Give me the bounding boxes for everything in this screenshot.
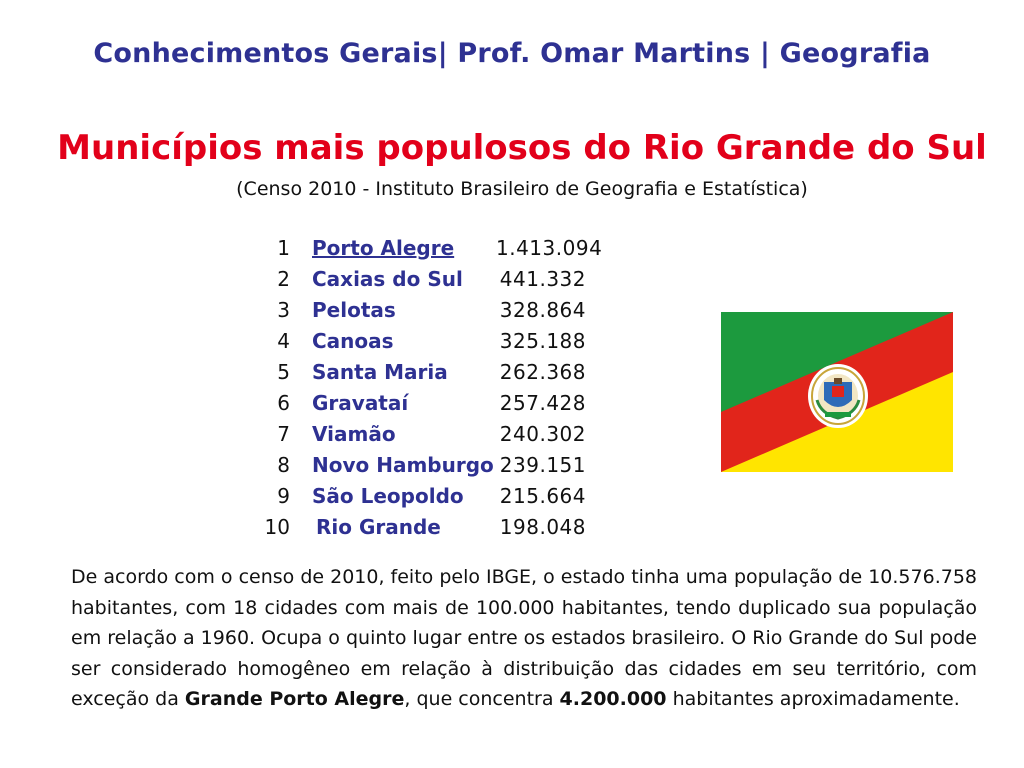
paragraph-text: De acordo com o censo de 2010, feito pelo IBGE, o estado tinha uma população de 10.576.758 habitantes, com 18 cidades com mais de 100.000 habitantes, tendo duplicado sua população em relação a 1960. Ocupa o quinto lugar entre os estados brasileiro. O Rio Grande do Sul pode ser considerado homogêneo em relação à distribuição das cidades em seu território, com exceção da [71,566,977,710]
rank-number: 2 [277,267,290,291]
population-value: 240.302 [499,422,586,446]
population-value: 257.428 [499,391,586,415]
rank-number: 9 [277,484,290,508]
page-subtitle: (Censo 2010 - Instituto Brasileiro de Geografia e Estatística) [236,178,808,200]
city-name: Novo Hamburgo [312,453,494,477]
city-link[interactable]: Porto Alegre [312,236,455,260]
page-title: Municípios mais populosos do Rio Grande do Sul [57,128,987,168]
paragraph-text: , que concentra [404,688,560,710]
rank-number: 5 [277,360,290,384]
header-title: Conhecimentos Gerais| Prof. Omar Martins | Geografia [93,38,931,69]
paragraph-text: habitantes aproximadamente. [666,688,960,710]
population-value: 262.368 [499,360,586,384]
population-value: 1.413.094 [496,236,603,260]
paragraph-bold-number: 4.200.000 [559,688,667,710]
population-value: 215.664 [499,484,586,508]
rank-number: 7 [277,422,290,446]
rank-number: 8 [277,453,290,477]
city-name: Pelotas [312,298,396,322]
population-value: 441.332 [499,267,586,291]
city-name: Viamão [312,422,396,446]
city-name: Canoas [312,329,394,353]
coat-of-arms-icon [808,364,868,428]
city-name: Rio Grande [316,515,441,539]
rank-number: 6 [277,391,290,415]
population-value: 198.048 [499,515,586,539]
population-value: 325.188 [499,329,586,353]
city-name: Santa Maria [312,360,448,384]
paragraph-bold-region: Grande Porto Alegre [184,688,405,710]
rank-number: 10 [264,515,290,539]
description-paragraph [71,562,977,715]
rio-grande-do-sul-flag [721,312,953,472]
city-name: Gravataí [312,391,409,415]
rank-number: 3 [277,298,290,322]
population-value: 328.864 [499,298,586,322]
rank-number: 1 [277,236,290,260]
population-value: 239.151 [499,453,586,477]
city-name: Caxias do Sul [312,267,463,291]
rank-number: 4 [277,329,290,353]
city-name: São Leopoldo [312,484,464,508]
